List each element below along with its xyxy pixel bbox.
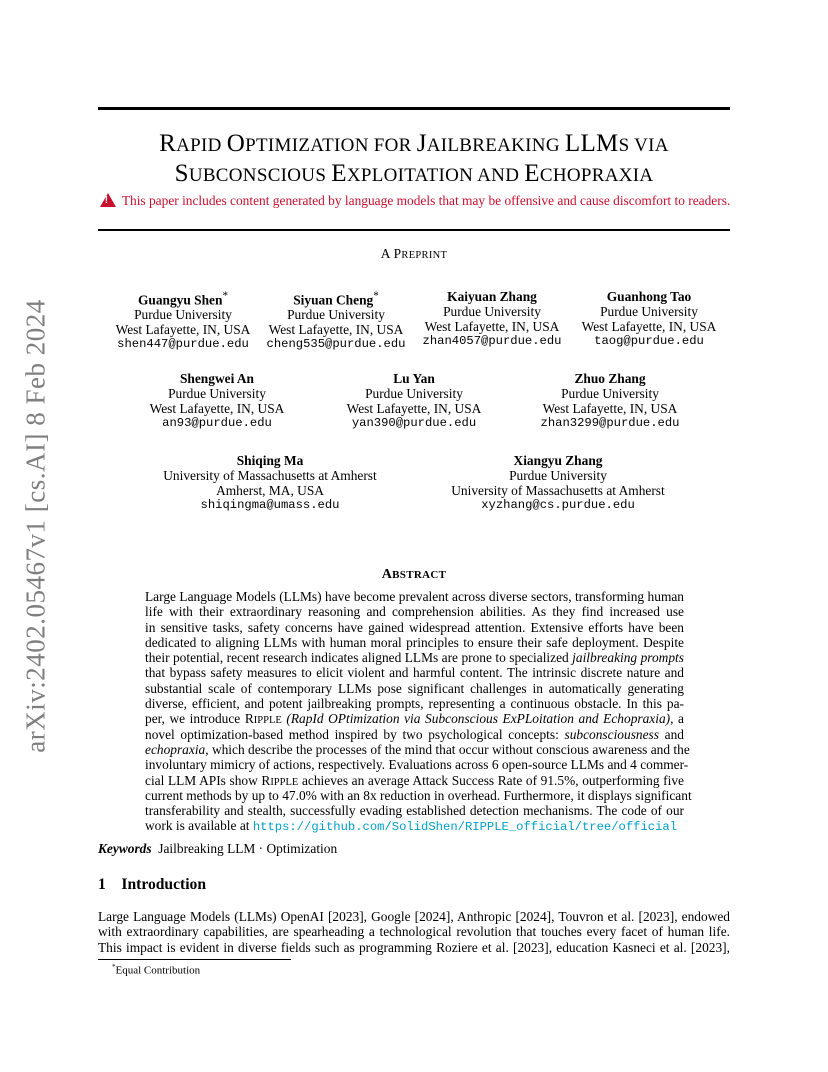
footnote-rule — [98, 959, 291, 960]
abstract-line: work is available at https://github.com/SolidShen/RIPPLE_official/tree/official — [145, 818, 678, 835]
author-lu-yan: Lu Yan Purdue University West Lafayette, IN, USA yan390@purdue.edu — [329, 371, 499, 431]
author-kaiyuan-zhang: Kaiyuan Zhang Purdue University West Lafayette, IN, USA zhan4057@purdue.edu — [407, 289, 577, 349]
abstract-line: transferability and stealth, successfully evading established detection mechanisms. The code of our — [145, 803, 684, 819]
author-email[interactable]: xyzhang@cs.purdue.edu — [481, 498, 635, 512]
abstract-line: life with their extraordinary reasoning and comprehension abilities. As they find increased use — [145, 604, 684, 620]
body-line: This impact is evident in diverse fields such as programming Roziere et al. [2023], education Kasneci et al. [2023], — [98, 939, 730, 955]
author-shiqing-ma: Shiqing Ma University of Massachusetts at Amherst Amherst, MA, USA shiqingma@umass.edu — [150, 453, 390, 513]
author-zhuo-zhang: Zhuo Zhang Purdue University West Lafayette, IN, USA zhan3299@purdue.edu — [525, 371, 695, 431]
title-top-rule — [98, 107, 730, 110]
warning-triangle-icon — [100, 193, 116, 207]
content-warning-text: This paper includes content generated by language models that may be offensive and cause discomfort to readers. — [121, 193, 731, 208]
abstract-line: per, we introduce RIPPLE (RapId OPtimization via Subconscious ExPLoitation and Echopraxia), a — [145, 711, 684, 727]
title-line-2: SUBCONSCIOUS EXPLOITATION AND ECHOPRAXIA — [174, 160, 654, 187]
author-email[interactable]: shen447@purdue.edu — [117, 337, 249, 352]
section-heading-introduction: 1 Introduction — [98, 876, 207, 893]
author-email[interactable]: yan390@purdue.edu — [351, 416, 477, 430]
title-line-1: RAPID OPTIMIZATION FOR JAILBREAKING LLMS VIA — [159, 130, 669, 157]
abstract-line: diverse, efficient, and potent jailbreaking prompts, representing a continuous obstacle. In this pa- — [145, 696, 684, 712]
keywords: Keywords Jailbreaking LLM · Optimization — [98, 841, 338, 856]
preprint-label: A PREPRINT — [380, 246, 448, 261]
abstract-line: current methods by up to 47.0% with an 8x reduction in overhead. Furthermore, it displays significant — [145, 787, 692, 803]
abstract-line: dedicated to aligning LLMs with human moral principles to ensure their safe deployment. Despite — [145, 634, 684, 650]
abstract-line: Large Language Models (LLMs) have become prevalent across diverse sectors, transforming human — [145, 589, 684, 604]
body-line: with extraordinary capabilities, are spearheading a technological revolution that touches every facet of human life. — [98, 924, 730, 940]
abstract-line: in sensitive tasks, safety concerns have gained widespread attention. Extensive efforts have been — [145, 619, 684, 635]
abstract-line: echopraxia, which describe the processes of the mind that occur without conscious awareness and the — [145, 741, 690, 757]
footnote-equal-contribution: *Equal Contribution — [112, 963, 201, 977]
abstract-line: involuntary mimicry of actions, respectively. Evaluations across 6 open-source LLMs and 4 commer- — [145, 757, 689, 773]
abstract-line: novel optimization-based method inspired by two psychological concepts: subconsciousness and — [145, 726, 684, 742]
abstract-line: substantial scale of contemporary LLMs pose significant challenges in automatically generating — [145, 680, 684, 696]
abstract-line: their potential, recent research indicates aligned LLMs are prone to specialized jailbreaking prompts — [145, 650, 684, 666]
author-email[interactable]: an93@purdue.edu — [162, 416, 272, 430]
abstract-line: cial LLM APIs show RIPPLE achieves an average Attack Success Rate of 91.5%, outperforming five — [145, 772, 684, 788]
abstract-line: that bypass safety measures to elicit violent and harmful content. The intrinsic discrete nature and — [145, 665, 684, 681]
author-email[interactable]: shiqingma@umass.edu — [200, 498, 340, 512]
paper-title — [98, 130, 730, 190]
arxiv-sidebar-id: arXiv:2402.05467v1 [cs.AI] 8 Feb 2024 — [20, 299, 51, 753]
title-bottom-rule — [98, 229, 730, 231]
content-warning — [98, 193, 732, 209]
author-email[interactable]: taog@purdue.edu — [594, 334, 704, 348]
author-siyuan-cheng: Siyuan Cheng* Purdue University West Lafayette, IN, USA cheng535@purdue.edu — [251, 289, 421, 352]
author-guanhong-tao: Guanhong Tao Purdue University West Lafayette, IN, USA taog@purdue.edu — [564, 289, 734, 349]
author-guangyu-shen: Guangyu Shen* Purdue University West Lafayette, IN, USA shen447@purdue.edu — [98, 289, 268, 352]
abstract-body — [145, 589, 692, 835]
author-email[interactable]: zhan4057@purdue.edu — [422, 334, 562, 348]
introduction-body — [98, 909, 730, 955]
author-shengwei-an: Shengwei An Purdue University West Lafayette, IN, USA an93@purdue.edu — [132, 371, 302, 431]
author-xiangyu-zhang: Xiangyu Zhang Purdue University University of Massachusetts at Amherst xyzhang@cs.purdue.edu — [438, 453, 678, 513]
author-email[interactable]: zhan3299@purdue.edu — [540, 416, 680, 430]
code-repository-link[interactable]: https://github.com/SolidShen/RIPPLE_official/tree/official — [252, 820, 678, 835]
body-line: Large Language Models (LLMs) OpenAI [2023], Google [2024], Anthropic [2024], Touvron et al. [2023], endowed — [98, 909, 730, 924]
abstract-heading: ABSTRACT — [381, 567, 447, 582]
author-email[interactable]: cheng535@purdue.edu — [266, 337, 406, 352]
